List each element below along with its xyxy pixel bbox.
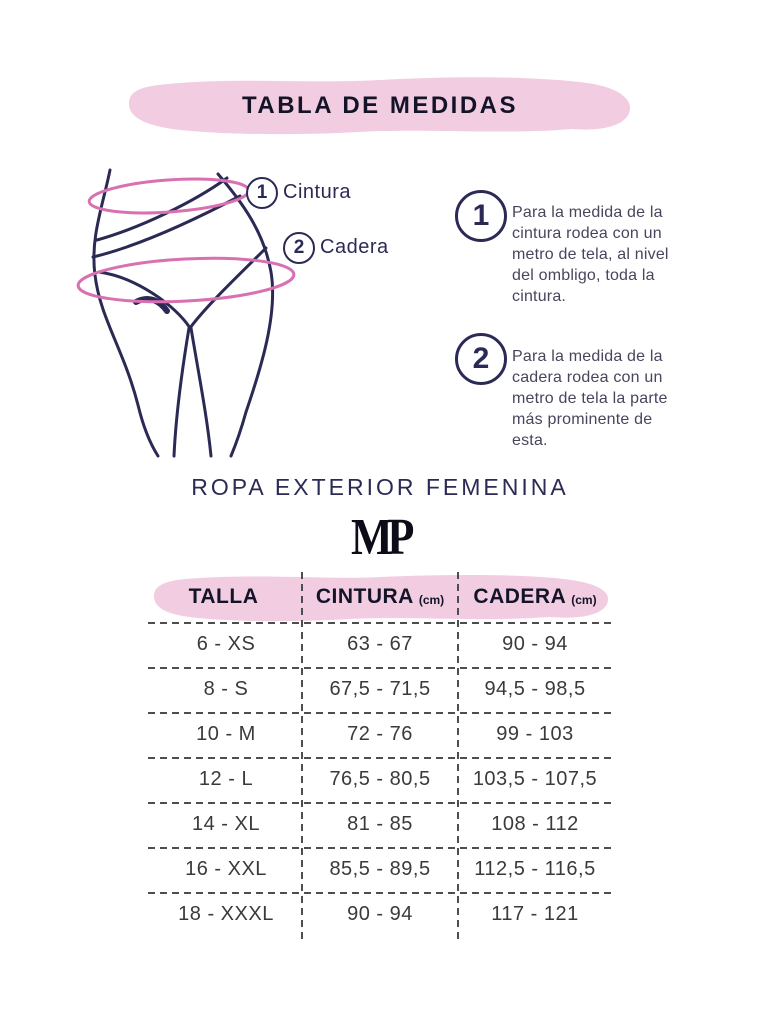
- hip-measure-ellipse: [77, 253, 295, 306]
- table-row: [150, 802, 612, 847]
- header-cintura-label: CINTURA: [315, 585, 414, 608]
- hip-cell: 90 - 94: [502, 633, 568, 655]
- instruction-1-number: 1: [455, 190, 507, 242]
- table-divider: [148, 847, 614, 849]
- table-divider: [148, 712, 614, 714]
- hip-cell: 103,5 - 107,5: [472, 768, 598, 790]
- table-divider: [148, 667, 614, 669]
- table-row: [150, 757, 612, 802]
- title-banner: [123, 74, 637, 138]
- brand-logo: MP: [350, 509, 410, 566]
- waist-measure-ellipse: [88, 174, 250, 217]
- header-talla-label: TALLA: [188, 585, 259, 608]
- table-row: [150, 712, 612, 757]
- instruction-1-text: Para la medida de la cintura rodea con un metro de tela, al nivel del ombligo, toda la cintura.: [512, 204, 669, 305]
- table-row: [150, 892, 612, 937]
- waist-cell: 72 - 76: [347, 723, 413, 745]
- hip-cell: 117 - 121: [491, 903, 579, 925]
- hip-cell: 99 - 103: [496, 723, 574, 745]
- table-row: [150, 847, 612, 892]
- table-row: [150, 667, 612, 712]
- header-cintura: [302, 572, 458, 622]
- instruction-2-number: 2: [455, 333, 507, 385]
- size-cell: 10 - M: [196, 723, 256, 745]
- hip-cell: 108 - 112: [491, 813, 579, 835]
- table-column-divider: [301, 572, 303, 944]
- table-header-row: [150, 572, 612, 622]
- header-talla: [150, 572, 302, 622]
- page-title: TABLA DE MEDIDAS: [242, 92, 518, 119]
- header-cintura-unit: (cm): [418, 592, 445, 607]
- table-divider: [148, 757, 614, 759]
- waist-cell: 90 - 94: [347, 903, 413, 925]
- size-cell: 12 - L: [198, 768, 254, 790]
- header-cadera-unit: (cm): [571, 592, 597, 607]
- measure-table: [150, 572, 612, 944]
- hip-cell: 112,5 - 116,5: [474, 858, 596, 880]
- waist-cell: 76,5 - 80,5: [329, 768, 431, 790]
- table-column-divider: [457, 572, 459, 944]
- size-cell: 14 - XL: [192, 813, 260, 835]
- hip-callout-number: 2: [283, 232, 315, 264]
- size-cell: 8 - S: [203, 678, 249, 700]
- waist-cell: 85,5 - 89,5: [329, 858, 431, 880]
- size-cell: 6 - XS: [196, 633, 256, 655]
- header-cadera-label: CADERA: [473, 585, 567, 608]
- size-cell: 18 - XXXL: [178, 903, 274, 925]
- waist-cell: 63 - 67: [347, 633, 413, 655]
- table-row: [150, 622, 612, 667]
- table-divider: [148, 622, 614, 624]
- header-cadera: [458, 572, 612, 622]
- waist-cell: 81 - 85: [347, 813, 413, 835]
- table-divider: [148, 802, 614, 804]
- table-divider: [148, 892, 614, 894]
- waist-cell: 67,5 - 71,5: [329, 678, 431, 700]
- table-body: [150, 622, 612, 937]
- waist-callout-number: 1: [246, 177, 278, 209]
- instruction-2-text: Para la medida de la cadera rodea con un metro de tela la parte más prominente de esta.: [512, 348, 668, 449]
- section-subtitle: ROPA EXTERIOR FEMENINA: [191, 474, 569, 500]
- hip-callout-label: Cadera: [320, 236, 389, 258]
- hip-cell: 94,5 - 98,5: [484, 678, 586, 700]
- size-cell: 16 - XXL: [185, 858, 267, 880]
- waist-callout-label: Cintura: [283, 181, 351, 203]
